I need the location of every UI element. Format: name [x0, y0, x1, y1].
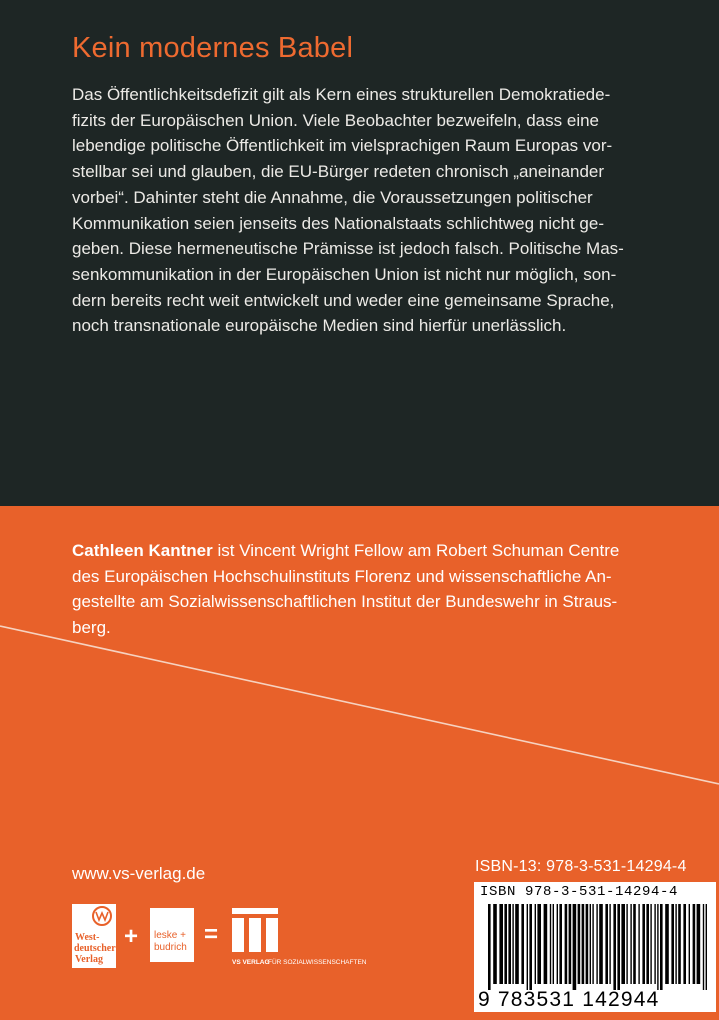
barcode-bar [535, 904, 536, 984]
author-line: gestellte am Sozialwissenschaftlichen Institut der Bundeswehr in Straus- [72, 592, 618, 612]
barcode-bar [613, 904, 616, 990]
barcode-bar [638, 904, 639, 984]
barcode-bar [504, 904, 507, 984]
blurb-line: senkommunikation in der Europäischen Union ist nicht nur möglich, son- [72, 264, 617, 284]
book-title: Kein modernes Babel [72, 32, 354, 64]
author-line [72, 538, 662, 564]
publisher-logos [72, 904, 412, 970]
barcode-isbn-text: ISBN 978-3-531-14294-4 [480, 884, 679, 900]
author-bio [72, 538, 662, 641]
book-blurb [72, 82, 652, 339]
barcode-bar [605, 904, 608, 984]
barcode-bar [646, 904, 649, 984]
bottom-orange-panel [0, 506, 719, 1020]
barcode-bar [559, 904, 562, 984]
barcode-bar [665, 904, 669, 984]
barcode-bar [586, 904, 589, 984]
barcode-bar [671, 904, 674, 984]
barcode-bar [599, 904, 603, 984]
barcode-bar [626, 904, 627, 984]
barcode-bar [569, 904, 572, 984]
barcode-bar [633, 904, 636, 984]
barcode-bar [675, 904, 676, 984]
westdeutscher-line-1: West- [75, 932, 100, 943]
barcode-bar [537, 904, 541, 984]
barcode-bar [660, 904, 663, 990]
barcode-bar [689, 904, 690, 984]
barcode-bar [512, 904, 513, 984]
barcode-bars [488, 904, 708, 990]
blurb-line: vorbei“. Dahinter steht die Annahme, die Voraussetzungen politischer [72, 187, 593, 207]
barcode-bar [488, 904, 491, 990]
author-line: des Europäischen Hochschulinstituts Florenz und wissenschaftliche An- [72, 566, 612, 586]
blurb-line: Das Öffentlichkeitsdefizit gilt als Kern eines strukturellen Demokratiede- [72, 85, 611, 104]
blurb-line: stellbar sei und glauben, die EU-Bürger redeten chronisch „aneinander [72, 162, 605, 182]
westdeutscher-line-2: deutscher [74, 943, 116, 954]
author-line-rest: ist Vincent Wright Fellow am Robert Schuman Centre [212, 541, 620, 560]
leske-line-2: budrich [154, 942, 187, 953]
barcode-bar [521, 904, 524, 984]
barcode-box [474, 882, 716, 1012]
barcode-number: 9 783531 142944 [478, 988, 660, 1011]
barcode-bar [515, 904, 519, 984]
barcode-bar [590, 904, 591, 984]
equals-sign: = [204, 921, 219, 948]
vs-verlag-name: VS VERLAG [232, 959, 270, 966]
barcode-bar [529, 904, 532, 990]
publisher-url[interactable]: www.vs-verlag.de [72, 864, 206, 883]
barcode-bar [630, 904, 631, 984]
barcode-bar [657, 904, 658, 990]
barcode-bar [573, 904, 577, 990]
vs-verlag-sub: FÜR SOZIALWISSENSCHAFTEN [268, 959, 367, 966]
barcode-bar [499, 904, 503, 984]
blurb-line: dern bereits recht weit entwickelt und weder eine gemeinsame Sprache, [72, 290, 615, 310]
vs-verlag-logo [232, 908, 367, 966]
leske-budrich-logo [150, 908, 194, 962]
barcode-bar [693, 904, 696, 984]
barcode-bar [493, 904, 497, 984]
barcode-bar [582, 904, 585, 984]
barcode-bar [550, 904, 551, 984]
barcode-bar [544, 904, 548, 984]
barcode-bar [596, 904, 597, 984]
barcode-bar [508, 904, 511, 984]
westdeutscher-verlag-logo [72, 904, 116, 968]
leske-line-1: leske + [154, 930, 186, 941]
plus-sign: + [124, 923, 139, 950]
barcode-bar [557, 904, 558, 984]
barcode-bar [706, 904, 707, 990]
barcode-bar [578, 904, 581, 984]
author-name: Cathleen Kantner [72, 541, 213, 560]
barcode-bar [678, 904, 681, 984]
top-dark-panel [0, 0, 719, 506]
blurb-line: noch transnationale europäische Medien sind hierfür unerlässlich. [72, 316, 567, 336]
barcode-bar [683, 904, 686, 984]
barcode-bar [609, 904, 610, 984]
blurb-line: Kommunikation seien jenseits des Nationalstaats schlichtweg nicht ge- [72, 213, 604, 233]
barcode-bar [592, 904, 593, 984]
blurb-line: geben. Diese hermeneutische Prämisse ist jedoch falsch. Politische Mas- [72, 239, 624, 259]
barcode-bar [617, 904, 620, 990]
barcode-bar [553, 904, 554, 984]
barcode-bar [703, 904, 704, 990]
blurb-line: lebendige politische Öffentlichkeit im vielsprachigen Raum Europas vor- [72, 136, 613, 156]
author-line: berg. [72, 618, 111, 638]
barcode-bar [527, 904, 528, 990]
barcode-bar [642, 904, 645, 984]
barcode-bar [621, 904, 625, 984]
barcode-bar [654, 904, 655, 984]
barcode-bar [565, 904, 568, 984]
barcode-bar [697, 904, 701, 984]
barcode-bar [650, 904, 651, 984]
westdeutscher-line-3: Verlag [75, 954, 103, 965]
isbn-13-label: ISBN-13: 978-3-531-14294-4 [475, 858, 687, 875]
blurb-line: fizits der Europäischen Union. Viele Beobachter bezweifeln, dass eine [72, 110, 599, 130]
